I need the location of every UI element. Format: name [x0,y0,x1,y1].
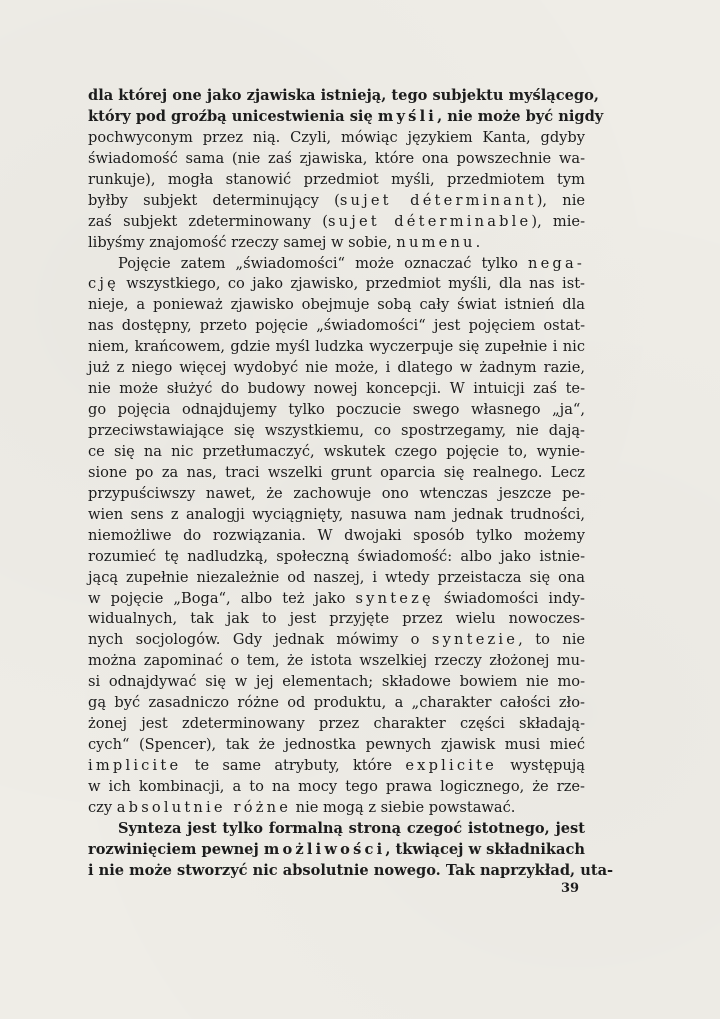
text-run: pochwyconym przez nią. Czyli, mówiąc językiem Kanta, gdyby [88,128,585,146]
text-line [88,840,585,861]
text-run: si odnajdywać się w jej elementach; składowe bowiem nie mo- [88,673,585,691]
text-run: występują [497,757,585,774]
text-run: przeciwstawiające się wszystkiemu, co spostrzegamy, nie dają- [88,422,585,439]
body-text [88,86,614,882]
text-run: nie mogą z siebie powstawać. [291,798,516,816]
spaced-emphasis: syntezę [355,589,434,607]
text-line [88,693,585,714]
text-line [88,756,585,777]
text-run: runkuje), mogła stanowić przedmiot myśli, przedmiotem tym [88,170,585,188]
text-line [88,526,585,547]
text-line [88,421,585,442]
text-line [88,170,585,191]
paragraph [88,254,585,819]
text-run: gą być zasadniczo różne od produktu, a „charakter całości zło- [88,694,585,712]
text-run: byłby subjekt determinujący ( [88,191,340,209]
text-run: Pojęcie zatem „świadomości“ może oznaczać tylko [118,254,528,272]
text-run: świadomość sama (nie zaś zjawiska, które ona powszechnie wa- [88,149,585,167]
spaced-emphasis: nega- [527,254,585,272]
text-run: świadomości indy- [433,589,585,607]
spaced-emphasis: absolutnie różne [116,798,292,816]
text-run: nieje, a ponieważ zjawisko obejmuje sobą cały świat istnień dla [88,296,585,314]
spaced-emphasis: sujet déterminable [327,212,532,230]
text-line [88,337,585,358]
spaced-emphasis: cję [88,275,119,293]
text-run: , nie może być nigdy [437,107,604,125]
text-run: rozwinięciem pewnej [88,840,264,858]
text-line [88,233,585,254]
text-run: żonej jest zdeterminowany przez charakter części składają- [88,715,585,733]
text-line [88,672,585,693]
spaced-emphasis: możliwości [263,840,386,858]
text-line [88,798,585,819]
text-line [88,212,585,233]
text-line [88,358,585,379]
text-run: przypuściwszy nawet, że zachowuje ono wtenczas jeszcze pe- [88,484,585,502]
paragraph [88,819,614,882]
text-line [88,316,585,337]
text-line [88,505,585,526]
text-line [88,442,585,463]
text-run: dla której one jako zjawiska istnieją, tego subjektu myślącego, [88,87,599,104]
text-run: w pojęcie „Boga“, albo też jako [88,589,356,607]
text-line [88,568,585,589]
spaced-emphasis: numenu [396,233,476,251]
text-run: już z niego więcej wydobyć nie może, i dlatego w żadnym razie, [88,359,585,377]
text-run: go pojęcia odnajdujemy tylko poczucie swego własnego „ja“, [88,401,585,419]
text-line [88,484,585,505]
text-line [88,107,604,128]
text-run: cych“ (Spencer), tak że jednostka pewnych zjawisk musi mieć [88,736,585,754]
text-line [88,254,585,275]
text-run: libyśmy znajomość rzeczy samej w sobie, [88,233,397,251]
text-run: niem, krańcowem, gdzie myśl ludzka wyczerpuje się zupełnie i nic [88,338,585,356]
text-line [88,777,585,798]
text-run: , to nie [518,631,585,649]
text-line [88,589,585,610]
page-number: 39 [561,881,580,896]
text-run: nych socjologów. Gdy jednak mówimy o [88,631,432,649]
spaced-emphasis: syntezie [431,631,519,649]
text-line [88,735,585,756]
text-run: zaś subjekt zdeterminowany ( [88,212,328,230]
text-line [88,274,585,295]
text-run: te same atrybuty, które [181,757,406,774]
text-run: wien sens z analogji wyciągnięty, nasuwa nam jednak trudności, [88,505,585,523]
text-line [88,86,599,107]
text-line [88,630,585,651]
paragraph [88,86,604,254]
text-run: który pod groźbą unicestwienia się [88,107,378,125]
text-run: wszystkiego, co jako zjawisko, przedmiot myśli, dla nas ist- [118,275,585,293]
text-line [88,149,585,170]
text-run: , tkwiącej w składnikach [385,840,585,858]
text-line [88,819,585,840]
text-run: nas dostępny, przeto pojęcie „świadomości“ jest pojęciem ostat- [88,317,585,335]
text-line [88,651,585,672]
text-line [88,547,585,568]
text-line [88,191,585,212]
text-run: i nie może stworzyć nic absolutnie nowego. Tak naprzykład, uta- [88,861,614,879]
text-line [88,463,585,484]
text-line [88,295,585,316]
text-line [88,609,585,630]
text-line [88,128,585,149]
spaced-emphasis: myśli [377,107,438,125]
text-line [88,379,585,400]
text-run: nie może służyć do budowy nowej koncepcji. W intuicji zaś te- [88,380,585,398]
text-line [88,714,585,735]
text-run: widualnych, tak jak to jest przyjęte przez wielu nowoczes- [88,610,585,628]
spaced-emphasis: implicite [88,757,182,774]
spaced-emphasis: explicite [405,757,498,774]
text-line [88,861,614,882]
spaced-emphasis: sujet déterminant [339,191,537,209]
text-run: . [475,233,481,251]
text-run: ), nie [536,191,585,209]
text-run: jącą zupełnie niezależnie od naszej, i wtedy przeistacza się ona [88,568,585,586]
text-run: w ich kombinacji, a to na mocy tego prawa logicznego, że rze- [88,777,585,795]
text-run: rozumieć tę nadludzką, społeczną świadomość: albo jako istnie- [88,547,585,565]
text-run: Synteza jest tylko formalną stroną czegoć istotnego, jest [118,819,585,837]
text-run: ), mie- [531,212,585,230]
text-run: ce się na nic przetłumaczyć, wskutek czego pojęcie to, wynie- [88,442,585,460]
text-run: niemożliwe do rozwiązania. W dwojaki sposób tylko możemy [88,526,585,544]
text-run: można zapominać o tem, że istota wszelkiej rzeczy złożonej mu- [88,652,585,670]
text-run: sione po za nas, traci wszelki grunt oparcia się realnego. Lecz [88,463,585,481]
text-line [88,400,585,421]
text-run: czy [88,798,117,816]
